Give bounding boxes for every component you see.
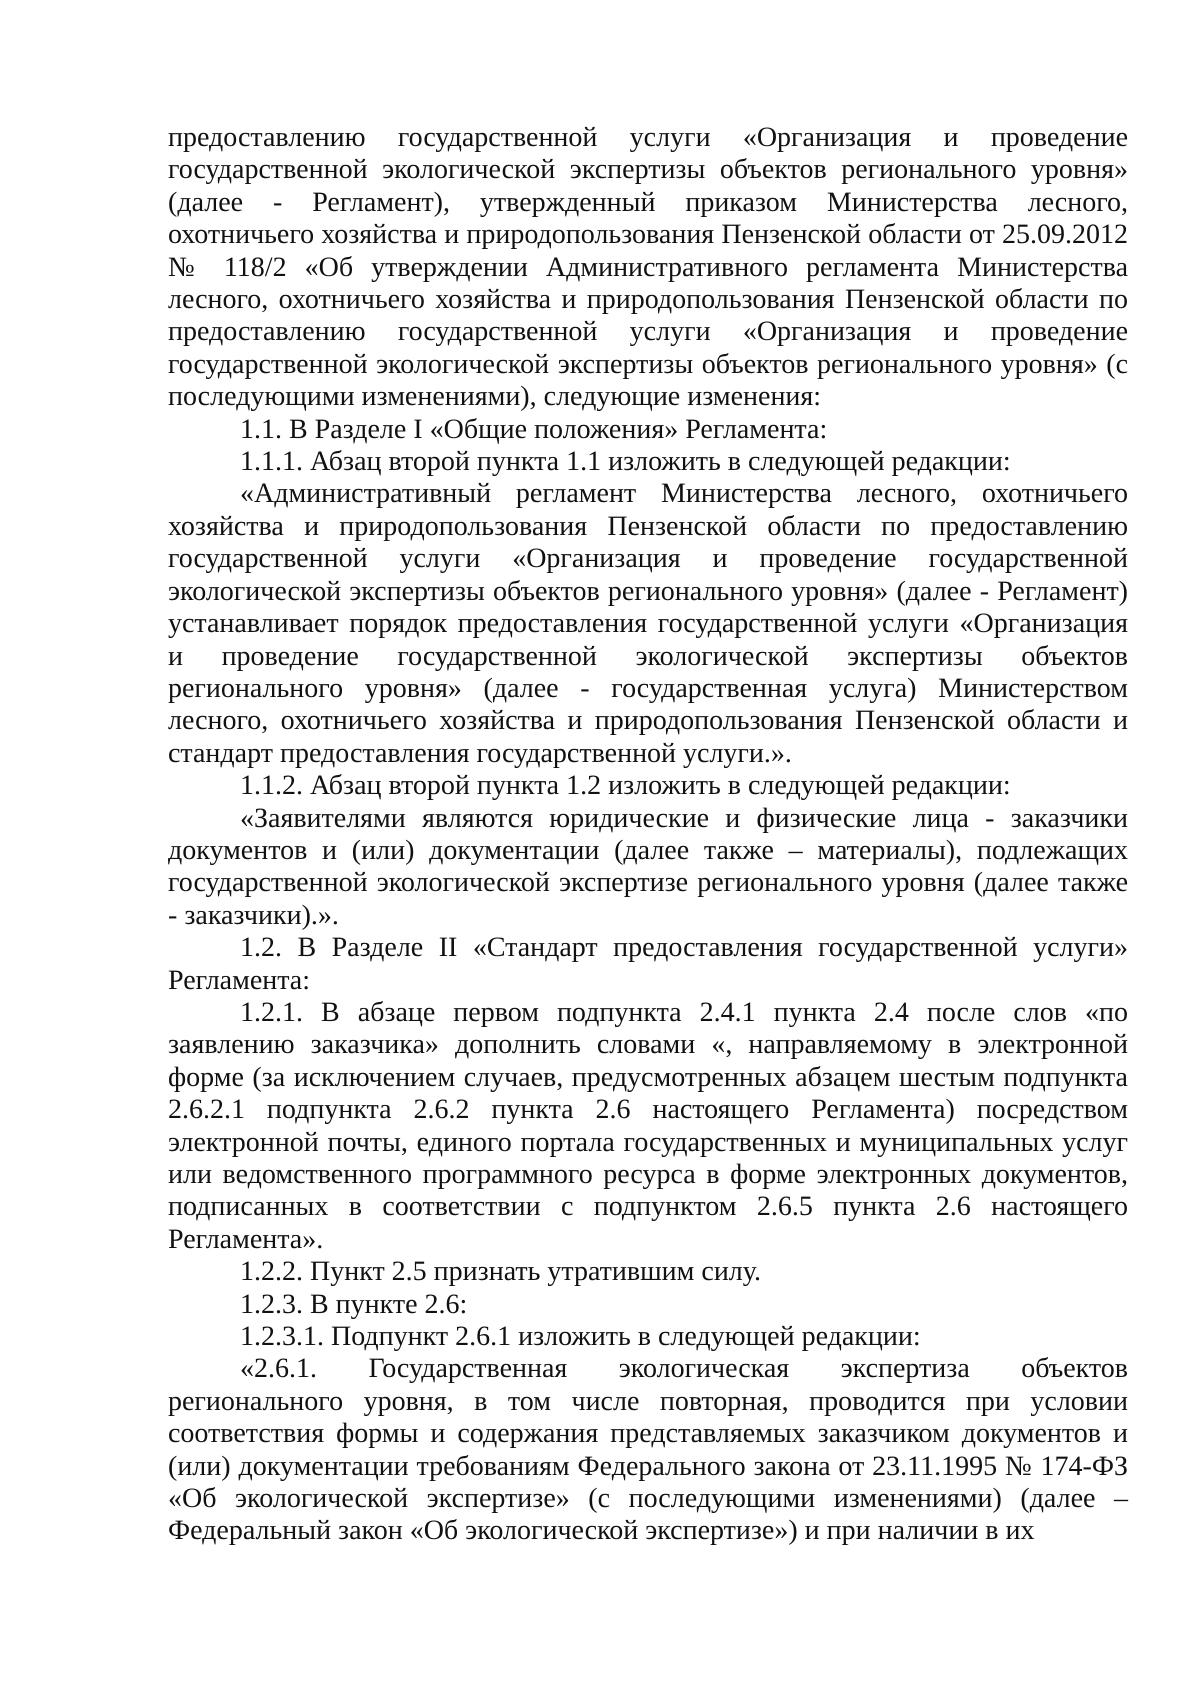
paragraph-1-2-3: 1.2.3. В пункте 2.6:	[240, 1288, 468, 1320]
paragraph-amendment-intro: предоставлению государственной услуги «Организация и проведение государственной экологической экспертизы объектов регионального уровня» (далее - Регламент), утвержденный приказом Министерства лесного, охотничьего хозяйства и природопользования Пензенской области от 25.09.2012 № 118/2 «Об утверждении Административного регламента Министерства лесного, охотничьего хозяйства и природопользования Пензенской области по предоставлению государственной услуги «Организация и проведение государственной экологической экспертизы объектов регионального уровня» (с последующими изменениями), следующие изменения:	[168, 122, 1128, 413]
document-page	[168, 122, 1128, 1548]
paragraph-1-2-1: 1.2.1. В абзаце первом подпункта 2.4.1 пункта 2.4 после слов «по заявлению заказчика» дополнить словами «, направляемому в электронной форме (за исключением случаев, предусмотренных абзацем шестым подпункта 2.6.2.1 подпункта 2.6.2 пункта 2.6 настоящего Регламента) посредством электронной почты, единого портала государственных и муниципальных услуг или ведомственного программного ресурса в форме электронных документов, подписанных в соответствии с подпунктом 2.6.5 пункта 2.6 настоящего Регламента».	[168, 996, 1128, 1255]
paragraph-1-1-2: 1.1.2. Абзац второй пункта 1.2 изложить в следующей редакции:	[240, 770, 1011, 802]
paragraph-1-1-1: 1.1.1. Абзац второй пункта 1.1 изложить в следующей редакции:	[240, 446, 1011, 478]
paragraph-1-2-2: 1.2.2. Пункт 2.5 признать утратившим силу.	[240, 1256, 761, 1288]
paragraph-1-2-3-1: 1.2.3.1. Подпункт 2.6.1 изложить в следующей редакции:	[240, 1321, 921, 1353]
paragraph-regulation-quote: «Административный регламент Министерства лесного, охотничьего хозяйства и природопользования Пензенской области по предоставлению государственной услуги «Организация и проведение государственной экологической экспертизы объектов регионального уровня» (далее - Регламент) устанавливает порядок предоставления государственной услуги «Организация и проведение государственной экологической экспертизы объектов регионального уровня» (далее - государственная услуга) Министерством лесного, охотничьего хозяйства и природопользования Пензенской области и стандарт предоставления государственной услуги.».	[168, 478, 1128, 769]
paragraph-applicants-quote: «Заявителями являются юридические и физические лица - заказчики документов и (или) документации (далее также – материалы), подлежащих государственной экологической экспертизе регионального уровня (далее также - заказчики).».	[168, 802, 1128, 931]
paragraph-1-1: 1.1. В Разделе I «Общие положения» Регламента:	[240, 413, 828, 445]
paragraph-1-2: 1.2. В Разделе II «Стандарт предоставления государственной услуги» Регламента:	[168, 932, 1128, 996]
paragraph-2-6-1-quote: «2.6.1. Государственная экологическая экспертиза объектов регионального уровня, в том числе повторная, проводится при условии соответствия формы и содержания представляемых заказчиком документов и (или) документации требованиям Федерального закона от 23.11.1995 № 174-ФЗ «Об экологической экспертизе» (с последующими изменениями) (далее – Федеральный закон «Об экологической экспертизе») и при наличии в их	[168, 1353, 1128, 1547]
